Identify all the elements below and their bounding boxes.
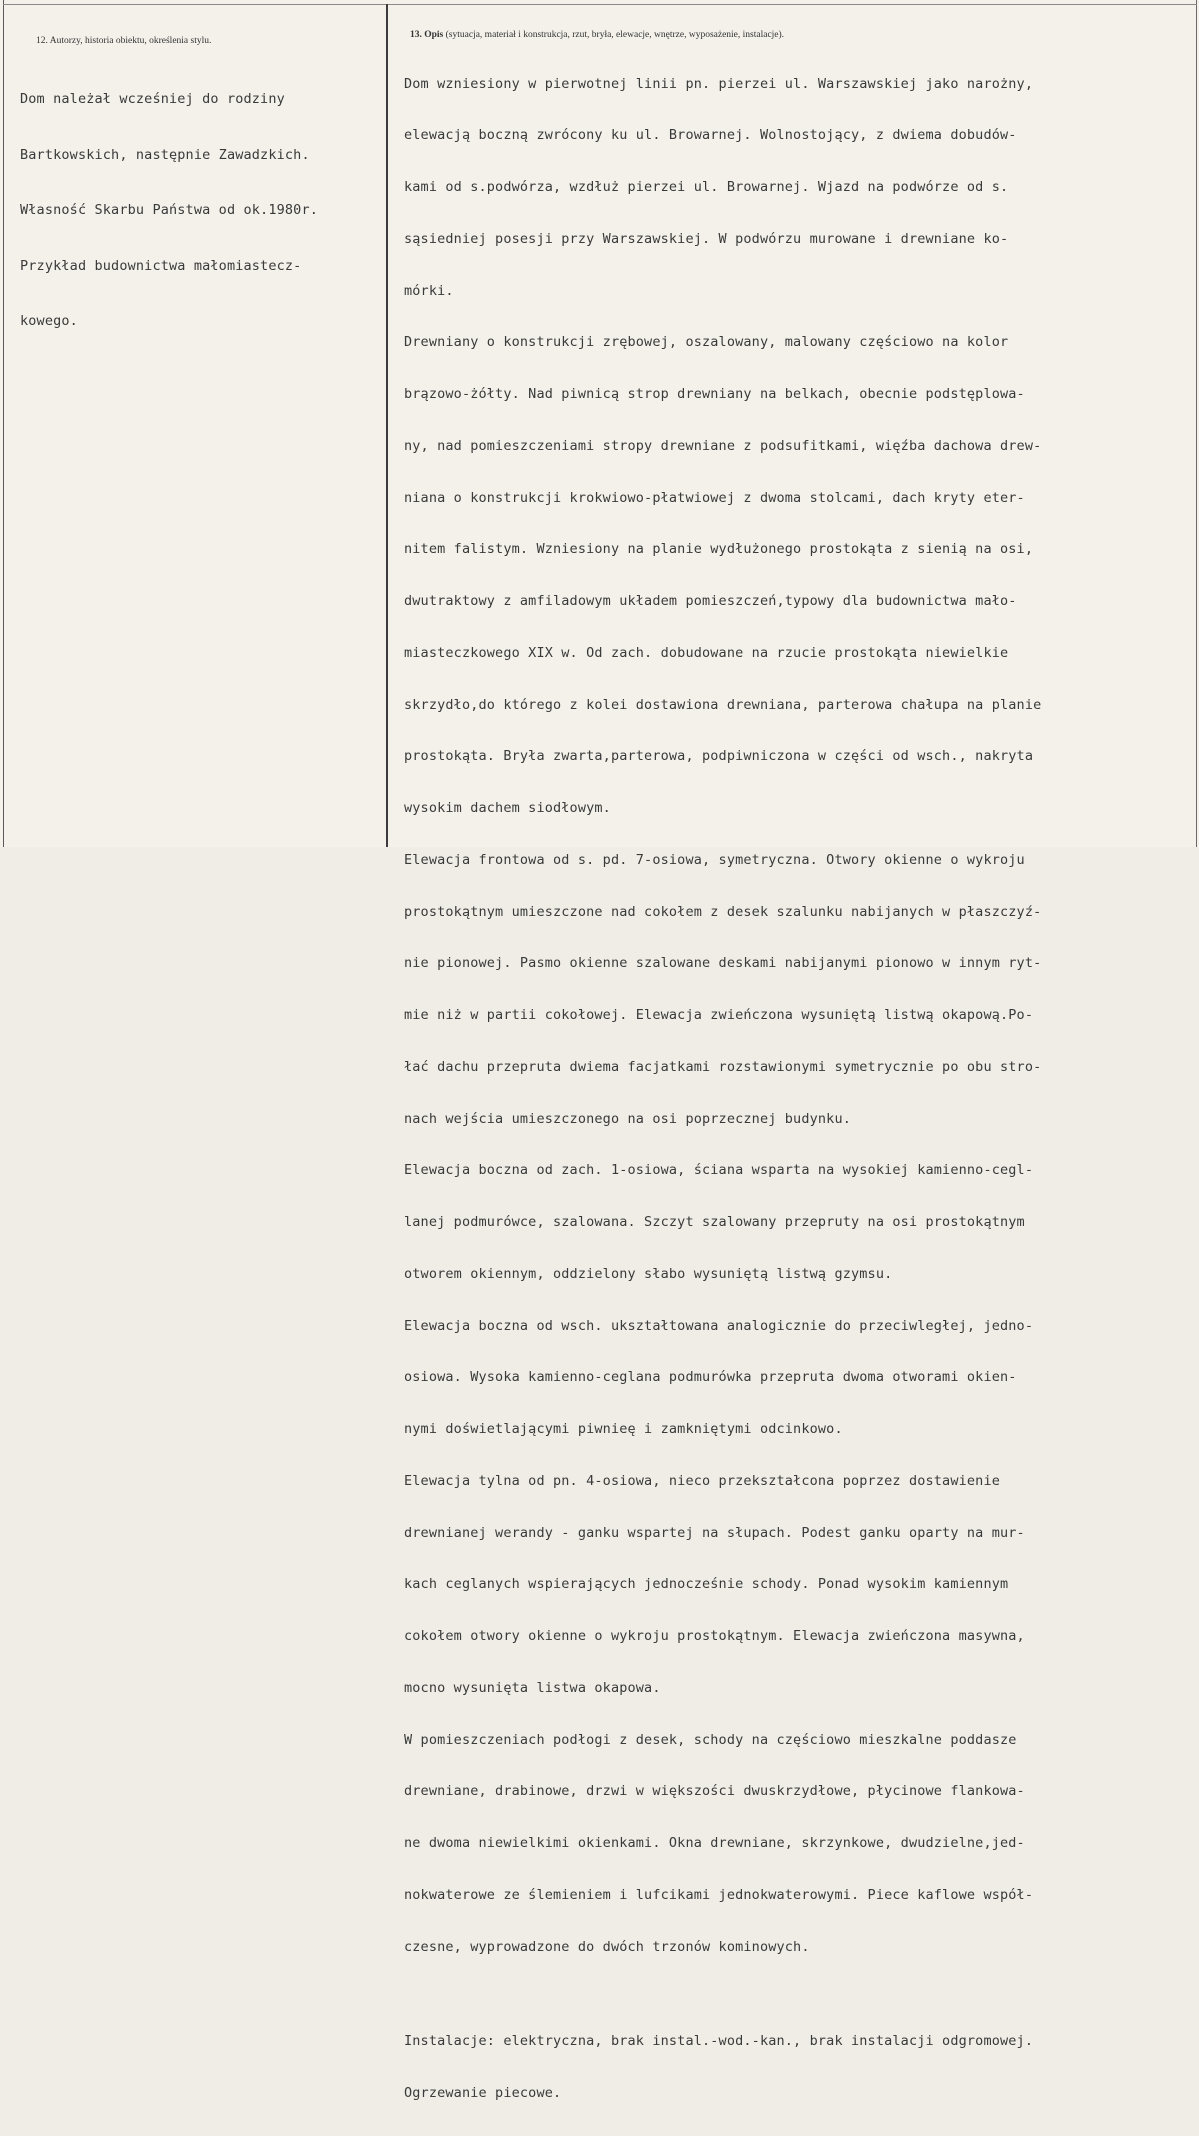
text-line: nokwaterowe ze ślemieniem i lufcikami jednokwaterowymi. Piece kaflowe współ-	[404, 1886, 1034, 1903]
text-line: niana o konstrukcji krokwiowo-płatwiowej z dwoma stolcami, dach kryty eter-	[404, 489, 1025, 506]
text-line: sąsiedniej posesji przy Warszawskiej. W podwórzu murowane i drewniane ko-	[404, 230, 1009, 247]
text-line: kami od s.podwórza, wzdłuż pierzei ul. Browarnej. Wjazd na podwórze od s.	[404, 179, 1009, 195]
section-13-heading-main: 13. Opis	[410, 30, 444, 40]
text-line: Bartkowskich, następnie Zawadzkich.	[20, 146, 310, 163]
text-line: nymi doświetlającymi piwnieę i zamkniętymi odcinkowo.	[404, 1421, 843, 1437]
text-line: mórki.	[404, 282, 454, 299]
text-line: Elewacja boczna od wsch. ukształtowana analogicznie do przeciwległej, jedno-	[404, 1317, 1034, 1334]
text-line: prostokątnym umieszczone nad cokołem z desek szalunku nabijanych w płaszczyź-	[404, 903, 1042, 920]
text-line: brązowo-żółty. Nad piwnicą strop drewniany na belkach, obecnie podstęplowa-	[404, 386, 1025, 402]
text-line: Drewniany o konstrukcji zrębowej, oszalowany, malowany częściowo na kolor	[404, 334, 1009, 351]
description-text	[404, 41, 1041, 2136]
text-line: łać dachu przepruta dwiema facjatkami rozstawionymi symetrycznie po obu stro-	[404, 1058, 1042, 1075]
text-line: mie niż w partii cokołowej. Elewacja zwieńczona wysuniętą listwą okapową.Po-	[404, 1007, 1034, 1023]
text-line: Dom należał wcześniej do rodziny	[20, 91, 285, 107]
text-line: W pomieszczeniach podłogi z desek, schody na częściowo mieszkalne poddasze	[404, 1731, 1017, 1748]
text-line: Dom wzniesiony w pierwotnej linii pn. pierzei ul. Warszawskiej jako narożny,	[404, 75, 1034, 92]
text-line: nie pionowej. Pasmo okienne szalowane deskami nabijanymi pionowo w innym ryt-	[404, 955, 1042, 972]
text-line: cokołem otwory okienne o wykroju prostokątnym. Elewacja zwieńczona masywna,	[404, 1628, 1025, 1644]
card-right-edge	[1196, 0, 1197, 847]
text-line: otworem okiennym, oddzielony słabo wysuniętą listwą gzymsu.	[404, 1265, 893, 1282]
text-line: czesne, wyprowadzone do dwóch trzonów kominowych.	[404, 1938, 810, 1955]
text-line: Elewacja frontowa od s. pd. 7-osiowa, symetryczna. Otwory okienne o wykroju	[404, 851, 1025, 868]
section-13-heading-sub: (sytuacja, materiał i konstrukcja, rzut, bryła, elewacje, wnętrze, wyposażenie, instalacje).	[445, 30, 785, 40]
text-line: mocno wysunięta listwa okapowa.	[404, 1679, 661, 1696]
text-line: Własność Skarbu Państwa od ok.1980r.	[20, 202, 318, 218]
section-13-heading	[410, 30, 784, 40]
text-line: prostokąta. Bryła zwarta,parterowa, podpiwniczona w części od wsch., nakryta	[404, 748, 1034, 765]
text-line: ne dwoma niewielkimi okienkami. Okna drewniane, skrzynkowe, dwudzielne,jed-	[404, 1835, 1025, 1851]
text-line: Elewacja tylna od pn. 4-osiowa, nieco przekształcona poprzez dostawienie	[404, 1472, 1000, 1489]
text-line: elewacją boczną zwrócony ku ul. Browarnej. Wolnostojący, z dwiema dobudów-	[404, 127, 1017, 144]
paragraph-gap	[404, 1990, 1041, 1998]
text-line: wysokim dachem siodłowym.	[404, 800, 611, 816]
text-line: Przykład budownictwa małomiastecz-	[20, 257, 302, 274]
text-line: nach wejścia umieszczonego na osi poprzecznej budynku.	[404, 1110, 851, 1127]
column-divider	[386, 4, 388, 847]
text-line: ny, nad pomieszczeniami stropy drewniane z podsufitkami, więźba dachowa drew-	[404, 437, 1042, 454]
text-line: dwutraktowy z amfiladowym układem pomieszczeń,typowy dla budownictwa mało-	[404, 593, 1017, 609]
text-line: Ogrzewanie piecowe.	[404, 2084, 562, 2101]
text-line: nitem falistym. Wzniesiony na planie wydłużonego prostokąta z sienią na osi,	[404, 541, 1034, 558]
text-line: lanej podmurówce, szalowana. Szczyt szalowany przepruty na osi prostokątnym	[404, 1214, 1025, 1230]
card-top-rule	[3, 4, 1197, 5]
text-line: drewnianej werandy - ganku wspartej na słupach. Podest ganku oparty na mur-	[404, 1524, 1025, 1541]
text-line: Instalacje: elektryczna, brak instal.-wod.-kan., brak instalacji odgromowej.	[404, 2032, 1034, 2049]
text-line: kach ceglanych wspierających jednocześnie schody. Ponad wysokim kamiennym	[404, 1576, 1009, 1593]
section-12-heading: 12. Autorzy, historia obiektu, określenia stylu.	[36, 36, 212, 46]
text-line: drewniane, drabinowe, drzwi w większości dwuskrzydłowe, płycinowe flankowa-	[404, 1783, 1025, 1800]
text-line: miasteczkowego XIX w. Od zach. dobudowane na rzucie prostokąta niewielkie	[404, 644, 1009, 661]
authors-history-text	[20, 53, 318, 368]
text-line: kowego.	[20, 313, 78, 329]
text-line: skrzydło,do którego z kolei dostawiona drewniana, parterowa chałupa na planie	[404, 696, 1042, 713]
text-line: Elewacja boczna od zach. 1-osiowa, ściana wsparta na wysokiej kamienno-cegl-	[404, 1162, 1034, 1179]
card-left-edge	[3, 0, 4, 847]
text-line: osiowa. Wysoka kamienno-ceglana podmurówka przepruta dwoma otworami okien-	[404, 1369, 1017, 1386]
